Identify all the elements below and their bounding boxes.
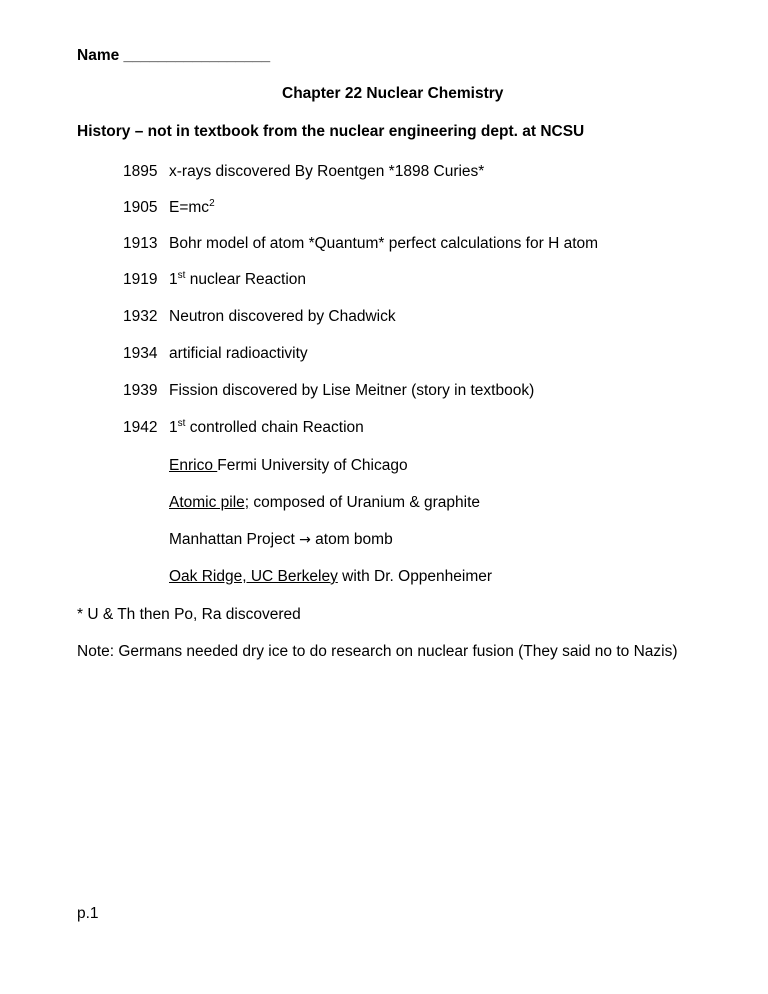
timeline-year: 1932 <box>123 308 158 325</box>
timeline-text: E=mc <box>169 199 210 216</box>
timeline-year: 1934 <box>123 345 158 362</box>
footnote: * U & Th then Po, Ra discovered <box>77 606 301 623</box>
timeline-year: 1905 <box>123 199 158 216</box>
history-heading: History – not in textbook from the nuclear engineering dept. at NCSU <box>77 123 585 140</box>
timeline-item-1913 <box>123 234 598 254</box>
superscript: st <box>177 269 186 281</box>
sub-item-enrico-fermi <box>169 456 408 476</box>
timeline-text: Fission discovered by Lise Meitner (story in textbook) <box>169 382 535 399</box>
timeline-year: 1942 <box>123 419 158 436</box>
page-number: p.1 <box>77 905 99 922</box>
timeline-item-1942 <box>123 418 364 438</box>
sub-item-text: Fermi University of Chicago <box>217 457 408 474</box>
timeline-item-1934 <box>123 344 308 364</box>
timeline-item-1905 <box>123 198 215 218</box>
timeline-year: 1919 <box>123 271 158 288</box>
sub-item-text: with Dr. Oppenheimer <box>337 568 493 585</box>
underlined-text: Atomic pile; <box>169 494 250 511</box>
note: Note: Germans needed dry ice to do research on nuclear fusion (They said no to Nazis) <box>77 643 678 660</box>
sub-item-text: Manhattan Project <box>169 531 300 548</box>
timeline-item-1939 <box>123 381 534 401</box>
timeline-text: Bohr model of atom *Quantum* perfect calculations for H atom <box>169 235 599 252</box>
timeline-year: 1939 <box>123 382 158 399</box>
sub-item-oak-ridge <box>169 567 492 587</box>
timeline-item-1919 <box>123 270 306 290</box>
timeline-item-1932 <box>123 307 396 327</box>
timeline-text: Neutron discovered by Chadwick <box>169 308 396 325</box>
page-title: Chapter 22 Nuclear Chemistry <box>282 85 504 102</box>
timeline-text: 1 <box>169 271 178 288</box>
name-label: Name _________________ <box>77 47 271 64</box>
sub-item-text: atom bomb <box>310 531 393 548</box>
superscript: 2 <box>209 197 215 209</box>
timeline-text: artificial radioactivity <box>169 345 308 362</box>
superscript: st <box>177 417 186 429</box>
timeline-year: 1895 <box>123 163 158 180</box>
timeline-year: 1913 <box>123 235 158 252</box>
sub-item-manhattan-project <box>169 530 393 550</box>
sub-item-text: composed of Uranium & graphite <box>249 494 481 511</box>
timeline-text: controlled chain Reaction <box>185 419 364 436</box>
underlined-text: Enrico <box>169 457 218 474</box>
underlined-text: Oak Ridge, UC Berkeley <box>169 568 338 585</box>
timeline-item-1895 <box>123 162 484 182</box>
sub-item-atomic-pile <box>169 493 480 513</box>
timeline-text: 1 <box>169 419 178 436</box>
timeline-text: nuclear Reaction <box>185 271 307 288</box>
arrow-right-icon: → <box>299 532 311 548</box>
timeline-text: x-rays discovered By Roentgen *1898 Curies* <box>169 163 485 180</box>
